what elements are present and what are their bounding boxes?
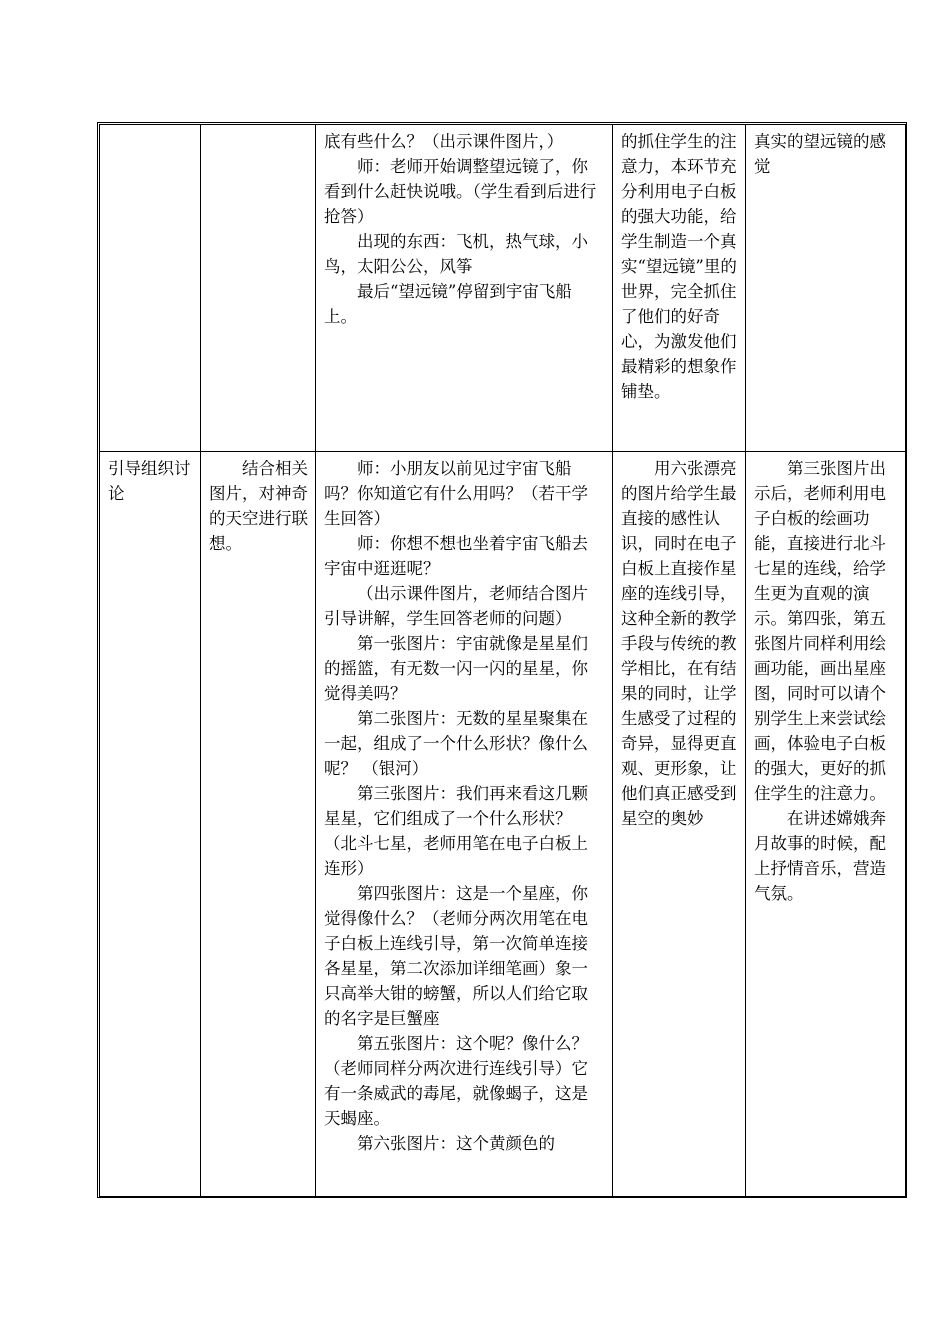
process-paragraph: 第六张图片：这个黄颜色的 bbox=[357, 1134, 555, 1153]
cell-stage: 引导组织讨论 bbox=[100, 452, 201, 1197]
process-paragraph: 第二张图片：无数的星星聚集在一起，组成了一个什么形状？像什么呢？ （银河） bbox=[324, 709, 588, 778]
process-paragraph: 出现的东西：飞机，热气球，小鸟，太阳公公，风筝 bbox=[324, 232, 588, 276]
cell-design-intent: 用六张漂亮的图片给学生最直接的感性认识，同时在电子白板上直接作星座的连线引导，这种全新的教学手段与传统的教学相比，在有结果的同时，让学生感受了过程的奇异，显得更直观、更形象，让他们真正感受到星空的奥妙 bbox=[613, 452, 746, 1197]
cell-goal: 结合相关图片，对神奇的天空进行联想。 bbox=[201, 452, 316, 1197]
cell-process bbox=[316, 125, 613, 452]
process-paragraph: 师：小朋友以前见过宇宙飞船吗？你知道它有什么用吗？（若干学生回答） bbox=[324, 459, 588, 528]
cell-process bbox=[316, 452, 613, 1197]
cell-design-intent: 的抓住学生的注意力，本环节充分利用电子白板的强大功能，给学生制造一个真实“望远镜”里的世界，完全抓住了他们的好奇心，为激发他们最精彩的想象作铺垫。 bbox=[613, 125, 746, 452]
process-paragraph: （出示课件图片，老师结合图片引导讲解，学生回答老师的问题） bbox=[324, 584, 588, 628]
cell-whiteboard-use: 真实的望远镜的感觉 bbox=[746, 125, 906, 452]
process-paragraph: 底有些什么？（出示课件图片，） bbox=[324, 132, 564, 151]
whiteboard-paragraph: 第三张图片出示后，老师利用电子白板的绘画功能，直接进行北斗七星的连线，给学生更为直观的演示。第四张，第五张图片同样利用绘画功能，画出星座图，同时可以请个别学生上来尝试绘画，体验电子白板的强大，更好的抓住学生的注意力。 bbox=[754, 459, 886, 803]
process-paragraph: 第五张图片：这个呢？像什么？（老师同样分两次进行连线引导）它有一条威武的毒尾，就像蝎子，这是天蝎座。 bbox=[324, 1034, 588, 1128]
process-paragraph: 师：你想不想也坐着宇宙飞船去宇宙中逛逛呢？ bbox=[324, 534, 588, 578]
table-row bbox=[100, 452, 906, 1197]
lesson-plan-table bbox=[99, 124, 906, 1197]
process-paragraph: 师：老师开始调整望远镜了，你看到什么赶快说哦。（学生看到后进行抢答） bbox=[324, 157, 597, 226]
process-paragraph: 第三张图片：我们再来看这几颗星星，它们组成了一个什么形状？（北斗七星，老师用笔在电子白板上连形） bbox=[324, 784, 588, 878]
cell-goal bbox=[201, 125, 316, 452]
process-paragraph: 最后“望远镜”停留到宇宙飞船上。 bbox=[324, 282, 572, 326]
process-paragraph: 第四张图片：这是一个星座，你觉得像什么？（老师分两次用笔在电子白板上连线引导，第一次简单连接各星星，第二次添加详细笔画）象一只高举大钳的螃蟹，所以人们给它取的名字是巨蟹座 bbox=[324, 884, 588, 1028]
table-row bbox=[100, 125, 906, 452]
whiteboard-paragraph: 在讲述嫦娥奔月故事的时候，配上抒情音乐，营造气氛。 bbox=[754, 809, 886, 903]
cell-stage bbox=[100, 125, 201, 452]
process-paragraph: 第一张图片：宇宙就像是星星们的摇篮，有无数一闪一闪的星星，你觉得美吗？ bbox=[324, 634, 588, 703]
cell-whiteboard-use bbox=[746, 452, 906, 1197]
